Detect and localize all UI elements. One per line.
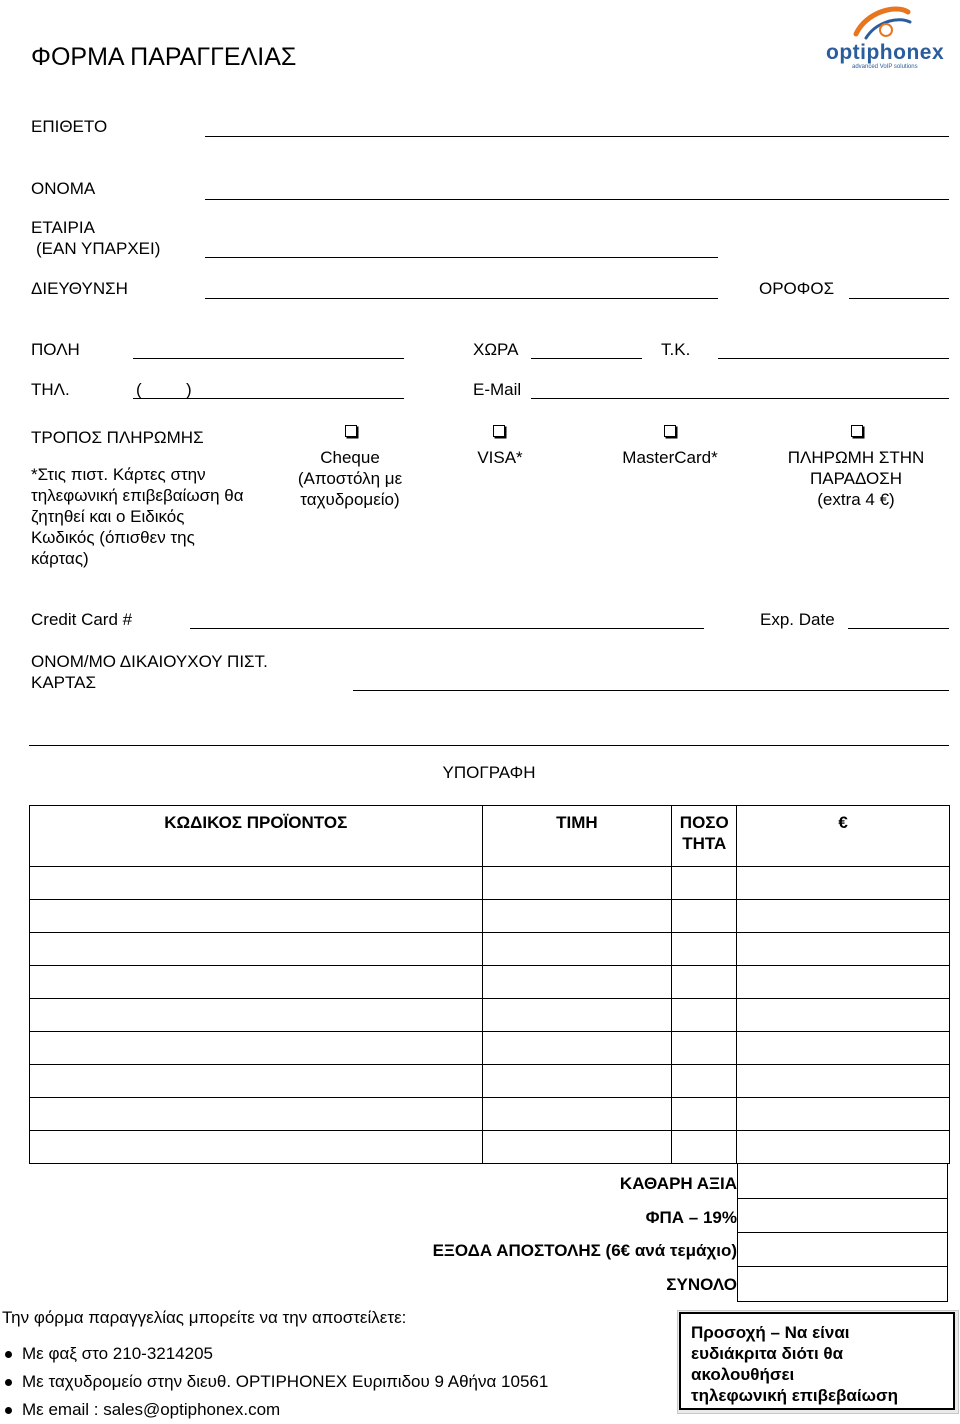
list-item: Με ταχυδρομείο στην διευθ. OPTIPHONEX Ευριπιδου 9 Αθήνα 10561 (22, 1368, 548, 1396)
cod-checkbox[interactable] (851, 425, 863, 437)
page-title: ΦΟΡΜΑ ΠΑΡΑΓΓΕΛΙΑΣ (31, 43, 297, 71)
table-row (30, 900, 950, 933)
send-intro: Την φόρμα παραγγελίας μπορείτε να την αποστείλετε: (2, 1308, 407, 1327)
header-product-code: ΚΩΔΙΚΟΣ ΠΡΟΪΟΝΤΟΣ (30, 806, 483, 867)
net-value-field[interactable] (738, 1164, 947, 1199)
payment-label: ΤΡΟΠΟΣ ΠΛΗΡΩΜΗΣ (31, 428, 204, 447)
option-line: Cheque (320, 448, 380, 467)
name-label: ΟΝΟΜΑ (31, 179, 96, 198)
product-code-cell[interactable] (30, 933, 483, 966)
phone-field[interactable] (133, 398, 404, 399)
card-number-label: Credit Card # (31, 610, 133, 629)
option-line: MasterCard* (622, 448, 718, 467)
total-value-field[interactable] (738, 1266, 947, 1300)
card-holder-label: ΟΝΟΜ/ΜΟ ΔΙΚΑΙΟΥΧΟΥ ΠΙΣΤ. (31, 652, 268, 671)
table-row (30, 1065, 950, 1098)
postcode-field[interactable] (718, 358, 949, 359)
payment-note-line: *Στις πιστ. Κάρτες στην (31, 465, 206, 484)
option-line: (extra 4 €) (817, 490, 895, 509)
logo-tagline: advanced VoIP solutions (852, 64, 918, 70)
price-cell[interactable] (482, 999, 672, 1032)
visa-option-label (440, 447, 560, 468)
total-label: ΣΥΝΟΛΟ (666, 1275, 737, 1294)
address-label: ΔΙΕΥΘΥΝΣΗ (31, 279, 128, 298)
price-cell[interactable] (482, 1065, 672, 1098)
notice-line: ευδιάκριτα διότι θα (691, 1344, 844, 1363)
option-line: ταχυδρομείο) (300, 490, 400, 509)
amount-cell[interactable] (737, 966, 950, 999)
product-code-cell[interactable] (30, 900, 483, 933)
totals-box (737, 1164, 948, 1302)
product-code-cell[interactable] (30, 966, 483, 999)
product-code-cell[interactable] (30, 1098, 483, 1131)
cheque-checkbox[interactable] (345, 425, 357, 437)
payment-note (31, 464, 244, 569)
table-row (30, 933, 950, 966)
signature-label: ΥΠΟΓΡΑΦΗ (442, 763, 536, 782)
quantity-cell[interactable] (672, 933, 737, 966)
amount-cell[interactable] (737, 867, 950, 900)
cheque-option-label (280, 447, 420, 510)
visa-checkbox[interactable] (493, 425, 505, 437)
address-field[interactable] (205, 298, 718, 299)
product-code-cell[interactable] (30, 1032, 483, 1065)
signature-field[interactable] (29, 745, 949, 746)
postcode-label: Τ.Κ. (661, 340, 691, 359)
price-cell[interactable] (482, 1032, 672, 1065)
payment-note-line: κάρτας) (31, 549, 89, 568)
table-row (30, 1032, 950, 1065)
city-label: ΠΟΛΗ (31, 340, 80, 359)
amount-cell[interactable] (737, 1065, 950, 1098)
quantity-cell[interactable] (672, 1032, 737, 1065)
shipping-value-field[interactable] (738, 1232, 947, 1267)
quantity-cell[interactable] (672, 1065, 737, 1098)
shipping-label: ΕΞΟΔΑ ΑΠΟΣΤΟΛΗΣ (6€ ανά τεμάχιο) (432, 1241, 737, 1260)
cod-option-label (776, 447, 936, 510)
amount-cell[interactable] (737, 1098, 950, 1131)
amount-cell[interactable] (737, 1131, 950, 1164)
notice-line: τηλεφωνική επιβεβαίωση (691, 1386, 898, 1405)
notice-line: ακολουθήσει (691, 1365, 795, 1384)
option-line: VISA* (477, 448, 523, 467)
product-table (29, 805, 950, 1164)
list-item: Με email : sales@optiphonex.com (22, 1396, 548, 1424)
vat-label: ΦΠΑ – 19% (645, 1208, 737, 1227)
payment-note-line: Κωδικός (όπισθεν της (31, 528, 195, 547)
table-row (30, 966, 950, 999)
quantity-cell[interactable] (672, 966, 737, 999)
notice-text (679, 1312, 955, 1410)
surname-label: ΕΠΙΘΕΤΟ (31, 117, 108, 136)
notice-box (677, 1310, 959, 1414)
surname-field[interactable] (205, 136, 949, 137)
table-row (30, 1131, 950, 1164)
quantity-cell[interactable] (672, 1098, 737, 1131)
table-header-row (30, 806, 950, 867)
table-row (30, 867, 950, 900)
price-cell[interactable] (482, 1131, 672, 1164)
exp-date-field[interactable] (848, 628, 949, 629)
vat-value-field[interactable] (738, 1198, 947, 1233)
price-cell[interactable] (482, 966, 672, 999)
exp-date-label: Exp. Date (760, 610, 835, 629)
email-label: E-Mail (473, 380, 522, 399)
table-row (30, 999, 950, 1032)
amount-cell[interactable] (737, 999, 950, 1032)
price-cell[interactable] (482, 933, 672, 966)
phone-area-open: ( (136, 380, 142, 399)
amount-cell[interactable] (737, 900, 950, 933)
payment-note-line: ζητηθεί και ο Ειδικός (31, 507, 185, 526)
company-label: ΕΤΑΙΡΙΑ (31, 218, 95, 237)
quantity-cell[interactable] (672, 1131, 737, 1164)
email-field[interactable] (531, 398, 949, 399)
logo-wordmark: optiphonex (826, 41, 945, 64)
product-code-cell[interactable] (30, 999, 483, 1032)
net-value-label: ΚΑΘΑΡΗ ΑΞΙΑ (619, 1174, 737, 1193)
card-number-field[interactable] (190, 628, 704, 629)
logo-swoosh-icon (826, 4, 946, 44)
product-code-cell[interactable] (30, 1131, 483, 1164)
country-label: ΧΩΡΑ (473, 340, 519, 359)
quantity-cell[interactable] (672, 867, 737, 900)
price-cell[interactable] (482, 900, 672, 933)
header-quantity: ΠΟΣΟ ΤΗΤΑ (672, 806, 737, 867)
header-price: ΤΙΜΗ (482, 806, 672, 867)
card-holder-field[interactable] (353, 690, 949, 691)
payment-note-line: τηλεφωνική επιβεβαίωση θα (31, 486, 244, 505)
card-holder-label-2: ΚΑΡΤΑΣ (31, 673, 96, 692)
company-field[interactable] (205, 257, 718, 258)
amount-cell[interactable] (737, 1032, 950, 1065)
floor-field[interactable] (849, 298, 949, 299)
notice-line: Προσοχή – Να είναι (691, 1323, 850, 1342)
option-line: (Αποστόλη με (297, 469, 403, 488)
company-note: (ΕΑΝ ΥΠΑΡΧΕΙ) (36, 239, 161, 258)
mastercard-option-label (600, 447, 740, 468)
city-field[interactable] (133, 358, 404, 359)
country-field[interactable] (531, 358, 642, 359)
product-code-cell[interactable] (30, 867, 483, 900)
send-methods-list (0, 1340, 548, 1424)
option-line: ΠΑΡΑΔΟΣΗ (809, 469, 903, 488)
amount-cell[interactable] (737, 933, 950, 966)
header-euro: € (737, 806, 950, 867)
quantity-cell[interactable] (672, 900, 737, 933)
quantity-cell[interactable] (672, 999, 737, 1032)
logo (826, 4, 946, 70)
name-field[interactable] (205, 199, 949, 200)
phone-area-close: ) (186, 380, 192, 399)
product-code-cell[interactable] (30, 1065, 483, 1098)
floor-label: ΟΡΟΦΟΣ (759, 279, 835, 298)
mastercard-checkbox[interactable] (664, 425, 676, 437)
table-row (30, 1098, 950, 1131)
option-line: ΠΛΗΡΩΜΗ ΣΤΗΝ (787, 448, 925, 467)
phone-label: ΤΗΛ. (31, 380, 70, 399)
price-cell[interactable] (482, 1098, 672, 1131)
list-item: Με φαξ στο 210-3214205 (22, 1340, 548, 1368)
price-cell[interactable] (482, 867, 672, 900)
